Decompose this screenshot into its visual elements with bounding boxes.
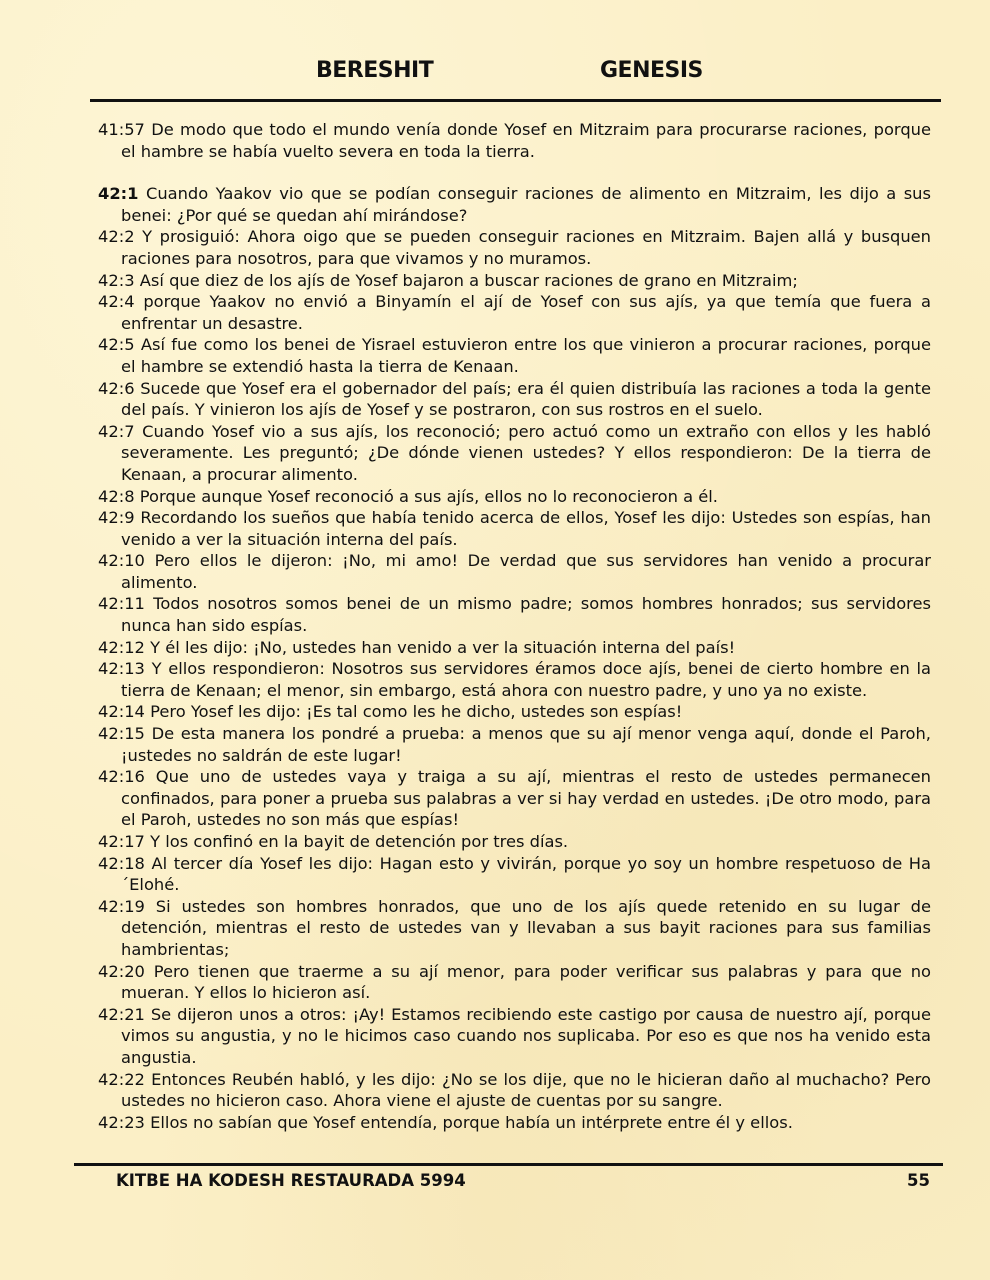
verse-ref: 42:16 — [98, 767, 145, 787]
verse-42-14 — [98, 701, 931, 723]
verse-ref: 42:14 — [98, 702, 145, 722]
verse-42-5 — [98, 334, 931, 377]
footer-title: KITBE HA KODESH RESTAURADA 5994 — [116, 1171, 466, 1190]
verse-ref: 42:5 — [98, 335, 135, 355]
verse-ref: 42:17 — [98, 832, 145, 851]
verse-42-15 — [98, 723, 931, 766]
verse-text: Pero Yosef les dijo: ¡Es tal como les he dicho, ustedes son espías! — [150, 702, 683, 722]
verse-ref: 42:8 — [98, 486, 135, 506]
verse-ref: 42:20 — [98, 961, 145, 981]
verse-42-1 — [98, 183, 931, 226]
verse-text: Recordando los sueños que había tenido acerca de ellos, Yosef les dijo: Ustedes son espías, han venido a ver la situación interna del país. — [121, 508, 931, 549]
verse-text: Así que diez de los ajís de Yosef bajaron a buscar raciones de grano en Mitzraim; — [139, 270, 798, 290]
verse-text: porque Yaakov no envió a Binyamín el ají de Yosef con sus ajís, ya que temía que fuera a enfrentar un desastre. — [121, 292, 931, 333]
verse-42-23 — [98, 1112, 931, 1134]
verse-ref: 42:7 — [98, 421, 135, 441]
verse-text: Si ustedes son hombres honrados, que uno de los ajís quede retenido en su lugar de detención, mientras el resto de ustedes van y llevaban a sus bayit raciones para sus familias hambrientas; — [121, 896, 931, 959]
verse-42-13 — [98, 658, 931, 701]
verse-ref: 42:21 — [98, 1004, 145, 1024]
verse-list — [98, 119, 931, 1133]
verse-ref: 42:12 — [98, 637, 145, 657]
verse-42-4 — [98, 291, 931, 334]
verse-ref: 42:10 — [98, 551, 145, 571]
verse-text: Pero tienen que traerme a su ají menor, para poder verificar sus palabras y para que no mueran. Y ellos lo hicieron así. — [121, 961, 931, 1003]
verse-ref: 42:19 — [98, 896, 145, 916]
verse-text: De esta manera los pondré a prueba: a menos que su ají menor venga aquí, donde el Paroh, ¡ustedes no saldrán de este lugar! — [121, 724, 931, 765]
header-book-english: GENESIS — [600, 58, 703, 83]
footer-divider — [74, 1163, 943, 1166]
verse-text: Pero ellos le dijeron: ¡No, mi amo! De verdad que sus servidores han venido a procurar alimento. — [121, 551, 931, 592]
verse-text: Cuando Yosef vio a sus ajís, los reconoció; pero actuó como un extraño con ellos y les habló severamente. Les preguntó; ¿De dónde vienen ustedes? Y ellos respondieron: De la tierra de Kenaan, a procurar alimento. — [121, 421, 931, 484]
verse-42-16 — [98, 766, 931, 831]
verse-ref: 42:9 — [98, 508, 135, 528]
verse-ref: 42:1 — [98, 184, 139, 204]
verse-text: Así fue como los benei de Yisrael estuvieron entre los que vinieron a procurar raciones, porque el hambre se extendió hasta la tierra de Kenaan. — [121, 335, 931, 376]
verse-text: Se dijeron unos a otros: ¡Ay! Estamos recibiendo este castigo por causa de nuestro ají, porque vimos su angustia, y no le hicimos caso cuando nos suplicaba. Por eso es que nos ha venido esta angustia. — [121, 1004, 931, 1067]
verse-42-11 — [98, 593, 931, 636]
verse-42-2 — [98, 226, 931, 269]
verse-text: Ellos no sabían que Yosef entendía, porque había un intérprete entre él y ellos. — [150, 1112, 793, 1132]
header-divider — [90, 99, 941, 102]
verse-text: Todos nosotros somos benei de un mismo padre; somos hombres honrados; sus servidores nunca han sido espías. — [121, 594, 931, 636]
verse-text: Cuando Yaakov vio que se podían conseguir raciones de alimento en Mitzraim, les dijo a sus benei: ¿Por qué se quedan ahí mirándose? — [121, 184, 931, 225]
verse-ref: 42:15 — [98, 724, 145, 744]
verse-42-3 — [98, 270, 931, 292]
verse-42-22 — [98, 1069, 931, 1112]
verse-42-21 — [98, 1004, 931, 1069]
page-number: 55 — [907, 1171, 930, 1190]
verse-ref: 42:13 — [98, 659, 145, 679]
header-book-hebrew: BERESHIT — [316, 58, 434, 83]
verse-text: Que uno de ustedes vaya y traiga a su ají, mientras el resto de ustedes permanecen confinados, para poner a prueba sus palabras a ver si hay verdad en ustedes. ¡De otro modo, para el Paroh, ustedes no son más que espías! — [121, 767, 931, 830]
verse-ref: 42:22 — [98, 1069, 145, 1089]
verse-42-8 — [98, 486, 931, 508]
verse-42-17 — [98, 831, 931, 853]
verse-42-19 — [98, 896, 931, 961]
verse-text: Al tercer día Yosef les dijo: Hagan esto y vivirán, porque yo soy un hombre respetuoso de Ha´Elohé. — [121, 853, 931, 895]
verse-42-9 — [98, 507, 931, 550]
verse-42-18 — [98, 853, 931, 896]
verse-text: Y ellos respondieron: Nosotros sus servidores éramos doce ajís, benei de cierto hombre en la tierra de Kenaan; el menor, sin embargo, está ahora con nuestro padre, y uno ya no existe. — [121, 659, 931, 700]
chapter-gap — [98, 162, 931, 183]
verse-42-6 — [98, 378, 931, 421]
verse-42-7 — [98, 421, 931, 486]
page-header — [0, 58, 990, 90]
verse-text: Y los confinó en la bayit de detención por tres días. — [150, 832, 569, 851]
verse-text: Y él les dijo: ¡No, ustedes han venido a ver la situación interna del país! — [150, 637, 736, 657]
verse-ref: 42:18 — [98, 853, 145, 873]
verse-ref: 41:57 — [98, 120, 145, 139]
verse-ref: 42:3 — [98, 270, 135, 290]
verse-text: Sucede que Yosef era el gobernador del país; era él quien distribuía las raciones a toda la gente del país. Y vinieron los ajís de Yosef y se postraron, con sus rostros en el suelo. — [121, 378, 931, 420]
verse-42-12 — [98, 637, 931, 659]
verse-text: Porque aunque Yosef reconoció a sus ajís, ellos no lo reconocieron a él. — [139, 486, 718, 506]
verse-text: Entonces Reubén habló, y les dijo: ¿No se los dije, que no le hicieran daño al muchacho? Pero ustedes no hicieron caso. Ahora viene el ajuste de cuentas por su sangre. — [121, 1069, 931, 1111]
verse-42-20 — [98, 961, 931, 1004]
page-footer — [0, 1171, 990, 1195]
verse-text: Y prosiguió: Ahora oigo que se pueden conseguir raciones en Mitzraim. Bajen allá y busquen raciones para nosotros, para que vivamos y no muramos. — [121, 227, 931, 268]
verse-ref: 42:6 — [98, 378, 135, 398]
verse-ref: 42:2 — [98, 227, 135, 247]
verse-ref: 42:4 — [98, 292, 135, 312]
verse-41-57 — [98, 119, 931, 162]
verse-text: De modo que todo el mundo venía donde Yosef en Mitzraim para procurarse raciones, porque el hambre se había vuelto severa en toda la tierra. — [121, 120, 932, 161]
verse-ref: 42:11 — [98, 594, 145, 614]
verse-42-10 — [98, 550, 931, 593]
verse-ref: 42:23 — [98, 1112, 145, 1132]
